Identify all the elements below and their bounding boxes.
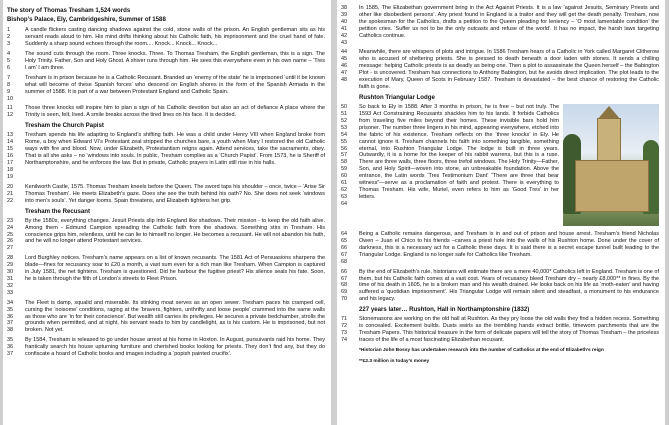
paragraph [341,269,659,304]
line-number: 11 [7,105,13,112]
line-number: 1 [7,27,11,34]
line-number: 71 [341,316,348,323]
paragraph-text: Meanwhile, there are whispers of plots and intrigue. In 1586 Tresham hears of a Catholic in York called Margaret Clitherow who is accused of sheltering priests. She is pressed to death beneath a door laden with stones. It sends a chilling message: helping Catholic priests is as deadly as being one. Then a plot to assassinate the Queen herself – the Babington Plot - is uncovered. Tresham has connections to Anthony Babington, but he avoids direct implication. The plot leads to the execution of Mary, Queen of Scots in February 1587. Tresham is devastated – the best chance of restoring the Catholic faith is gone. [359,49,659,90]
right-paragraphs-3 [341,316,659,344]
line-number: 35 [7,337,14,344]
line-number: 27 [7,245,14,252]
line-number: 70 [341,296,348,303]
line-number: 59 [341,166,348,173]
paragraph [341,49,659,90]
paragraph [341,231,659,266]
line-number: 18 [7,167,14,174]
paragraph-text: Those three knocks will inspire him to plan a sign of his Catholic devotion but also an act of defiance A place where the Trinity is seen, felt, lived. A smile breaks across the tired lines on his face. It is decided. [25,105,325,119]
line-numbers [7,337,25,358]
line-number: 2 [7,34,11,41]
paragraph [7,105,325,119]
paragraph [341,316,659,344]
line-number: 29 [7,262,14,269]
right-paragraphs-1 [341,5,659,91]
line-number: 23 [7,217,14,224]
line-number: 5 [7,58,11,65]
line-number: 66 [341,268,348,275]
footnote-1: *Historian John Bossy has undertaken research into the number of Catholics at the end of Elizabeth’s reign [359,347,604,353]
line-number: 21 [7,190,14,197]
line-number: 31 [7,276,14,282]
line-numbers [7,105,25,119]
heading-227-years-later: 227 years later… Rushton, Hall in Northamptonshire (1832) [359,306,530,314]
line-number: 38 [341,5,348,11]
line-number: 73 [341,330,348,337]
line-number: 64 [341,200,348,207]
line-number: 74 [341,337,348,344]
line-number: 51 [341,110,348,117]
paragraph-text: Being a Catholic remains dangerous, and Tresham is in and out of prison and house arrest. Tresham’s friend Nicholas Owen – Juan el Chico to his friends –carves a priest hole into the walls of his Rushton home. Done under the cover of darkness, this is a necessary act for a Catholic these days. It is said there is a secret escape tunnel built leading to the Triangular Lodge. England is no longer safe for Catholics like Tresham. [359,231,659,258]
line-number: 34 [7,299,14,306]
line-numbers [7,218,25,253]
left-page [3,0,331,425]
line-number: 60 [341,173,348,180]
line-number: 28 [7,255,14,262]
heading-church-papist: Tresham the Church Papist [25,122,104,130]
footnote-2: **£2.3 million in today’s money [359,359,430,365]
section-title: Bishop’s Palace, Ely, Cambridgeshire, Summer of 1588 [7,16,166,24]
line-number: 6 [7,64,11,71]
heading-recusant: Tresham the Recusant [25,207,91,215]
line-numbers [7,255,25,296]
line-number: 24 [7,224,14,231]
paragraph-text: By the 1580s, everything changes. Jesuit Priests slip into England like shadows. Their mission - to keep the old faith alive. Among them - Edmund Campion spreading the Catholic faith from the shadows. Something stirs in Tresham. His conscience grips him, relentless, until he can lie to himself no longer. He becomes a recusant. He will not abandon his faith, and he will no longer attend Protestant services. [25,217,325,245]
line-numbers [7,184,25,205]
line-number: 30 [7,269,14,276]
line-number: 25 [7,231,14,238]
paragraph-text: By the end of Elizabeth’s rule, historians will estimate there are a mere 40,000* Catholics left in England. Tresham is one of them, but his Catholic faith comes at a vast cost. Years of recusancy bleed Tresham dry – nearly £8,000** in fines. By the time of his death in 1605, he is a broken man and his wealth drained. He looks back on his life as ‘moth-eaten’ and having suffered a ‘quotidian imprisonment’. His Triangular Lodge will remain silent and steadfast, a monument to his endurance and his legacy. [359,268,659,303]
line-number: 63 [341,193,348,200]
line-number: 50 [341,104,348,111]
line-number: 4 [7,51,11,58]
line-number: 64 [341,231,348,238]
document-title: The story of Thomas Tresham 1,524 words [7,7,131,14]
line-number: 46 [341,63,348,70]
line-number: 9 [7,88,11,95]
line-number: 32 [7,282,14,289]
line-numbers [341,316,359,344]
line-number: 26 [7,238,14,245]
line-number: 33 [7,289,14,296]
line-numbers [341,269,359,304]
line-number: 48 [341,77,348,84]
line-number: 8 [7,81,11,88]
line-number: 66 [341,244,348,251]
line-number: 12 [7,112,14,119]
line-number: 20 [7,183,14,190]
paragraph-text: In 1585, The Elizabethan government bring in the Act Against Priests. It is a law ‘against Jesuits, Seminary Priests and other like disobedient persons’. Any priest found in England is a traitor and they will get the death penalty. Tresham, now the spokesman for the Catholics, drafts a petition to the Queen pleading for leniency – ‘O most lamentable condition’ the petition cries. ‘Suffer us not to be the only outcasts and refuse of the world’. It has no impact, the harsh laws targeting Catholics continue. [359,5,659,39]
line-number: 68 [341,258,348,265]
line-number: 62 [341,186,348,193]
line-number: 47 [341,70,348,77]
line-number: 54 [341,131,348,138]
line-number: 17 [7,160,14,167]
paragraph-text: Lord Burghley notices. Tresham’s name appears on a list of known recusants. The 1581 Act of Persuasions sharpens the blade—fines for recusancy soar to £20 a month, a vast sum even for a rich man like Tresham. When Campion is captured in July 1581, the net tightens. Tresham is questioned. Did he harbour the fugitive priest? His silence seals his fate. Soon, he is taken through the filth of London’s streets to Fleet Prison. [25,255,325,282]
line-number: 61 [341,180,348,187]
line-number: 14 [7,139,14,146]
line-number: 67 [341,275,348,282]
line-number: 37 [7,351,14,358]
paragraph [7,75,325,103]
paragraph [7,132,325,180]
line-numbers [7,27,25,48]
building-wing-shape [575,160,649,212]
paragraph-text: Tresham is in prison because he is a Catholic Recusant. Branded an ‘enemy of the state’ he is imprisoned ‘until it be known what will become of these Spanish forces’ who descend on English shores in the form of the Spanish Armada in the summer of 1588. It is part of a war between Protestant England and Catholic Spain. [25,74,325,95]
line-numbers [7,75,25,103]
line-number: 37 [7,320,14,327]
paragraph-text: The sound cuts through the room. Three knocks. Three. To Thomas Tresham, the English gentleman, this is a sign. The Holy Trinity. Father, Son and Holy Ghost. A shiver runs through him. He sees this everywhere even in his own name – ‘Tres I am’ I am three. [25,51,325,71]
line-number: 72 [341,323,348,330]
line-number: 52 [341,117,348,124]
paragraph-body: So back to Ely in 1588. After 3 months in prison, he is free – but not truly. The 1593 Act Constraining Recusants shackles him to his lands. It forbids Catholics from traveling five miles beyond their homes. These invisible bars hold him prisoner. The number three lingers in his mind, appearing everywhere, etched into the fabric of his existence. Tresham reflects on the ‘three knocks’ in Ely. He cannot ignore it. Tresham channels his faith into something tangible, something eternal, into Rushton Triangular Lodge. The lodge is built in three years. Outwardly, it is a home for the keeper of his rabbit warrens, but this is a ruse. There are three walls, three floors, three trefoil windows. The Holy Trinity—Father, Son, and Holy Spirit—woven into stone, an unbreakable foundation. Above the entrance, the Latin words ‘Tres Testimonium Dant’ “There are three that bear witness”—serve as a proclamation of faith and protest. There is everything to Thomas Tresham. His wife, Muriel, even refers to him as ‘Good Tres’ in her letters. [359,104,559,200]
line-number: 7 [7,74,11,81]
paragraph [7,51,325,72]
line-numbers [341,5,359,46]
paragraph [341,5,659,46]
line-number: 16 [7,153,14,160]
line-number: 36 [7,313,14,320]
paragraph-text [359,104,659,228]
line-number: 19 [7,173,14,180]
paragraph [7,300,325,335]
paragraph-text: A candle flickers casting dancing shadows against the cold, stone walls of the prison. An English gentleman sits as his servant reads aloud to him. His mind drifts thinking about his Catholic faith, his imprisonment and the cruel hand of fate. Suddenly a sharp sound echoes through the room.... Knock... Knock... Knock... [25,27,325,48]
heading-triangular-lodge: Rushton Triangular Lodge [359,93,435,101]
right-page [337,0,665,425]
line-numbers [7,51,25,72]
left-paragraphs-1 [7,27,325,119]
line-number: 67 [341,251,348,258]
paragraph-text: Stonemasons are working on the old hall at Rushton. As they pry loose the old walls they find a hidden recess. Something is concealed. Excitement builds. Dusts swirls as the trembling hands extract brittle, timeworn parchments that are the Tresham Papers. This historical treasure in the form of delicate papers will tell the story of Thomas Tresham – the priceless traces of the life of a most fascinating Elizabethan recusant. [359,316,659,344]
line-numbers [7,132,25,180]
line-number: 36 [7,344,14,351]
paragraph-text: Kenilworth Castle, 1575. Thomas Tresham kneels before the Queen. The sword taps his shoulder – once, twice – ‘Arise Sir Thomas Tresham’. He meets Elizabeth’s gaze. Does she see the truth behind his oath? No. She does not seek ‘windows into men’s souls’. Yet danger looms. Spain threatens, and Elizabeth tightens her grip. [25,183,325,204]
paragraph-text: By 1584, Tresham is released to go under house arrest at his home in Hoxton. In August, pursuivants raid his home. They frantically search his house upturning furniture and cherished books looking for priests. They don’t find any, but they do confiscate a hoard of Catholic books and images including a ‘popish painted crucifix’. [25,337,325,358]
line-number: 39 [341,11,348,18]
paragraph-with-image [341,104,659,228]
line-number: 69 [341,289,348,296]
line-number: 35 [7,306,14,313]
line-numbers [7,300,25,335]
line-number: 68 [341,282,348,289]
right-paragraphs-2 [341,231,659,303]
lodge-image [563,104,659,226]
paragraph [7,27,325,48]
line-numbers [341,231,359,266]
paragraph [7,184,325,205]
line-number: 57 [341,152,348,159]
line-number: 55 [341,138,348,145]
line-number: 22 [7,197,14,204]
line-number: 43 [341,39,348,46]
line-number: 56 [341,145,348,152]
line-number: 53 [341,124,348,131]
paragraph-text: The Fleet is damp, squalid and miserable. Its stinking moat serves as an open sewer. Tresham paces his cramped cell, cursing the ‘noisome’ conditions, raging at the ‘bravers, fighters, unthrifty and loose people’ crammed into the same walls as those who are ‘in for their conscience’. But wealth still carries its privileges. He secures a private bedchamber, strolls the grounds when permitted, and at night, his servant reads to him by candlelight, as is his custom. He is imprisoned, but not broken. Not yet. [25,299,325,334]
paragraph [7,337,325,358]
left-paragraphs-2 [7,132,325,204]
line-number: 44 [341,49,348,56]
line-number: 45 [341,56,348,63]
left-paragraphs-3 [7,218,325,358]
line-number: 15 [7,146,14,153]
line-number: 3 [7,41,11,48]
paragraph-text: Tresham spends his life adapting to England’s shifting faith. He was a child under Henry VIII when England broke from Rome, a boy when Edward VI’s Protestant zeal stripped the churches bare, a youth when Mary I restored the old Catholic ways with fire and blood. Now, under Elizabeth, Protestantism reigns again. Attend services, take the sacraments, obey. That is all she asks – no ‘windows into souls. In public, Tresham complies as a ‘Church Papist’. From 1573, he is Sheriff of Northamptonshire, and he enforces the law. But in private, Catholic prayers in Latin still rise in his halls. [25,132,325,167]
paragraph [7,218,325,253]
line-numbers [341,104,359,228]
line-number: 65 [341,237,348,244]
line-number: 40 [341,18,348,25]
paragraph [7,255,325,296]
line-number: 41 [341,25,348,32]
line-numbers [341,49,359,90]
line-number: 10 [7,95,14,102]
line-number: 13 [7,132,14,139]
line-number: 42 [341,32,348,39]
line-number: 38 [7,327,14,334]
line-number: 58 [341,159,348,166]
